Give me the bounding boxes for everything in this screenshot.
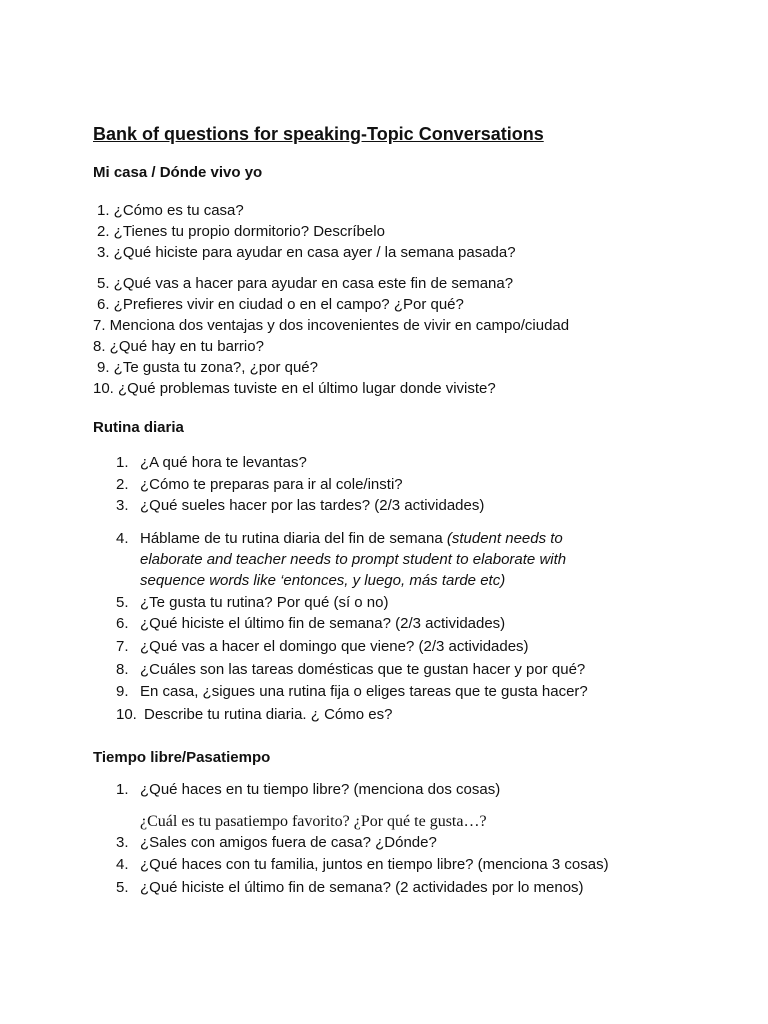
item-number: 3. [116,834,129,851]
item-text: ¿Cuáles son las tareas domésticas que te gustan hacer y por qué? [140,661,586,678]
item-text: ¿Cómo te preparas para ir al cole/insti? [140,476,403,493]
item-text: ¿Qué vas a hacer el domingo que viene? (2/3 actividades) [140,638,529,655]
item-note: (student needs to [446,530,563,547]
item-text: ¿Sales con amigos fuera de casa? ¿Dónde? [140,834,437,851]
item-number: 6. [116,615,129,632]
item-number: 4. [116,530,129,547]
item-text: ¿Qué hiciste el último fin de semana? (2/3 actividades) [140,615,506,632]
item-text: Describe tu rutina diaria. ¿ Cómo es? [144,706,393,723]
question-item: 8. ¿Qué hay en tu barrio? [93,338,264,355]
item-text: ¿Qué hiciste el último fin de semana? (2 actividades por lo menos) [140,879,584,896]
item-text: ¿Cuál es tu pasatiempo favorito? ¿Por qué te gusta…? [140,813,487,830]
question-item: 2. ¿Tienes tu propio dormitorio? Descríbelo [97,223,385,240]
item-text: ¿Qué sueles hacer por las tardes? (2/3 actividades) [140,497,485,514]
item-note-continued: elaborate and teacher needs to prompt student to elaborate with [140,551,567,568]
item-number: 8. [116,661,129,678]
item-text: ¿Te gusta tu rutina? Por qué (sí o no) [140,594,389,611]
item-text: ¿Qué haces en tu tiempo libre? (menciona dos cosas) [140,781,501,798]
item-text: En casa, ¿sigues una rutina fija o eliges tareas que te gusta hacer? [140,683,588,700]
section-heading-rutina-diaria: Rutina diaria [93,419,184,436]
item-number: 3. [116,497,129,514]
item-text-main: Háblame de tu rutina diaria del fin de semana [140,530,443,547]
item-text [140,528,563,549]
item-number: 1. [116,454,129,471]
question-item: 5. ¿Qué vas a hacer para ayudar en casa este fin de semana? [97,275,514,292]
item-number: 4. [116,856,129,873]
question-item: 1. ¿Cómo es tu casa? [97,202,244,219]
question-item: 9. ¿Te gusta tu zona?, ¿por qué? [97,359,318,376]
item-number: 1. [116,781,129,798]
item-number: 5. [116,594,129,611]
question-item: 10. ¿Qué problemas tuviste en el último lugar donde viviste? [93,380,496,397]
item-text: ¿A qué hora te levantas? [140,454,307,471]
section-heading-tiempo-libre: Tiempo libre/Pasatiempo [93,749,271,766]
item-number: 9. [116,683,129,700]
section-heading-mi-casa: Mi casa / Dónde vivo yo [93,164,263,181]
question-item: 6. ¿Prefieres vivir en ciudad o en el campo? ¿Por qué? [97,296,464,313]
item-text: ¿Qué haces con tu familia, juntos en tiempo libre? (menciona 3 cosas) [140,856,609,873]
item-number: 5. [116,879,129,896]
item-number: 2. [116,476,129,493]
item-number: 10. [116,706,137,723]
document-title: Bank of questions for speaking-Topic Conversations [93,124,544,144]
question-item: 7. Menciona dos ventajas y dos incovenientes de vivir en campo/ciudad [93,317,570,334]
item-number: 7. [116,638,129,655]
question-item: 3. ¿Qué hiciste para ayudar en casa ayer / la semana pasada? [97,244,516,261]
item-note-continued: sequence words like ‘entonces, y luego, más tarde etc) [140,572,506,589]
